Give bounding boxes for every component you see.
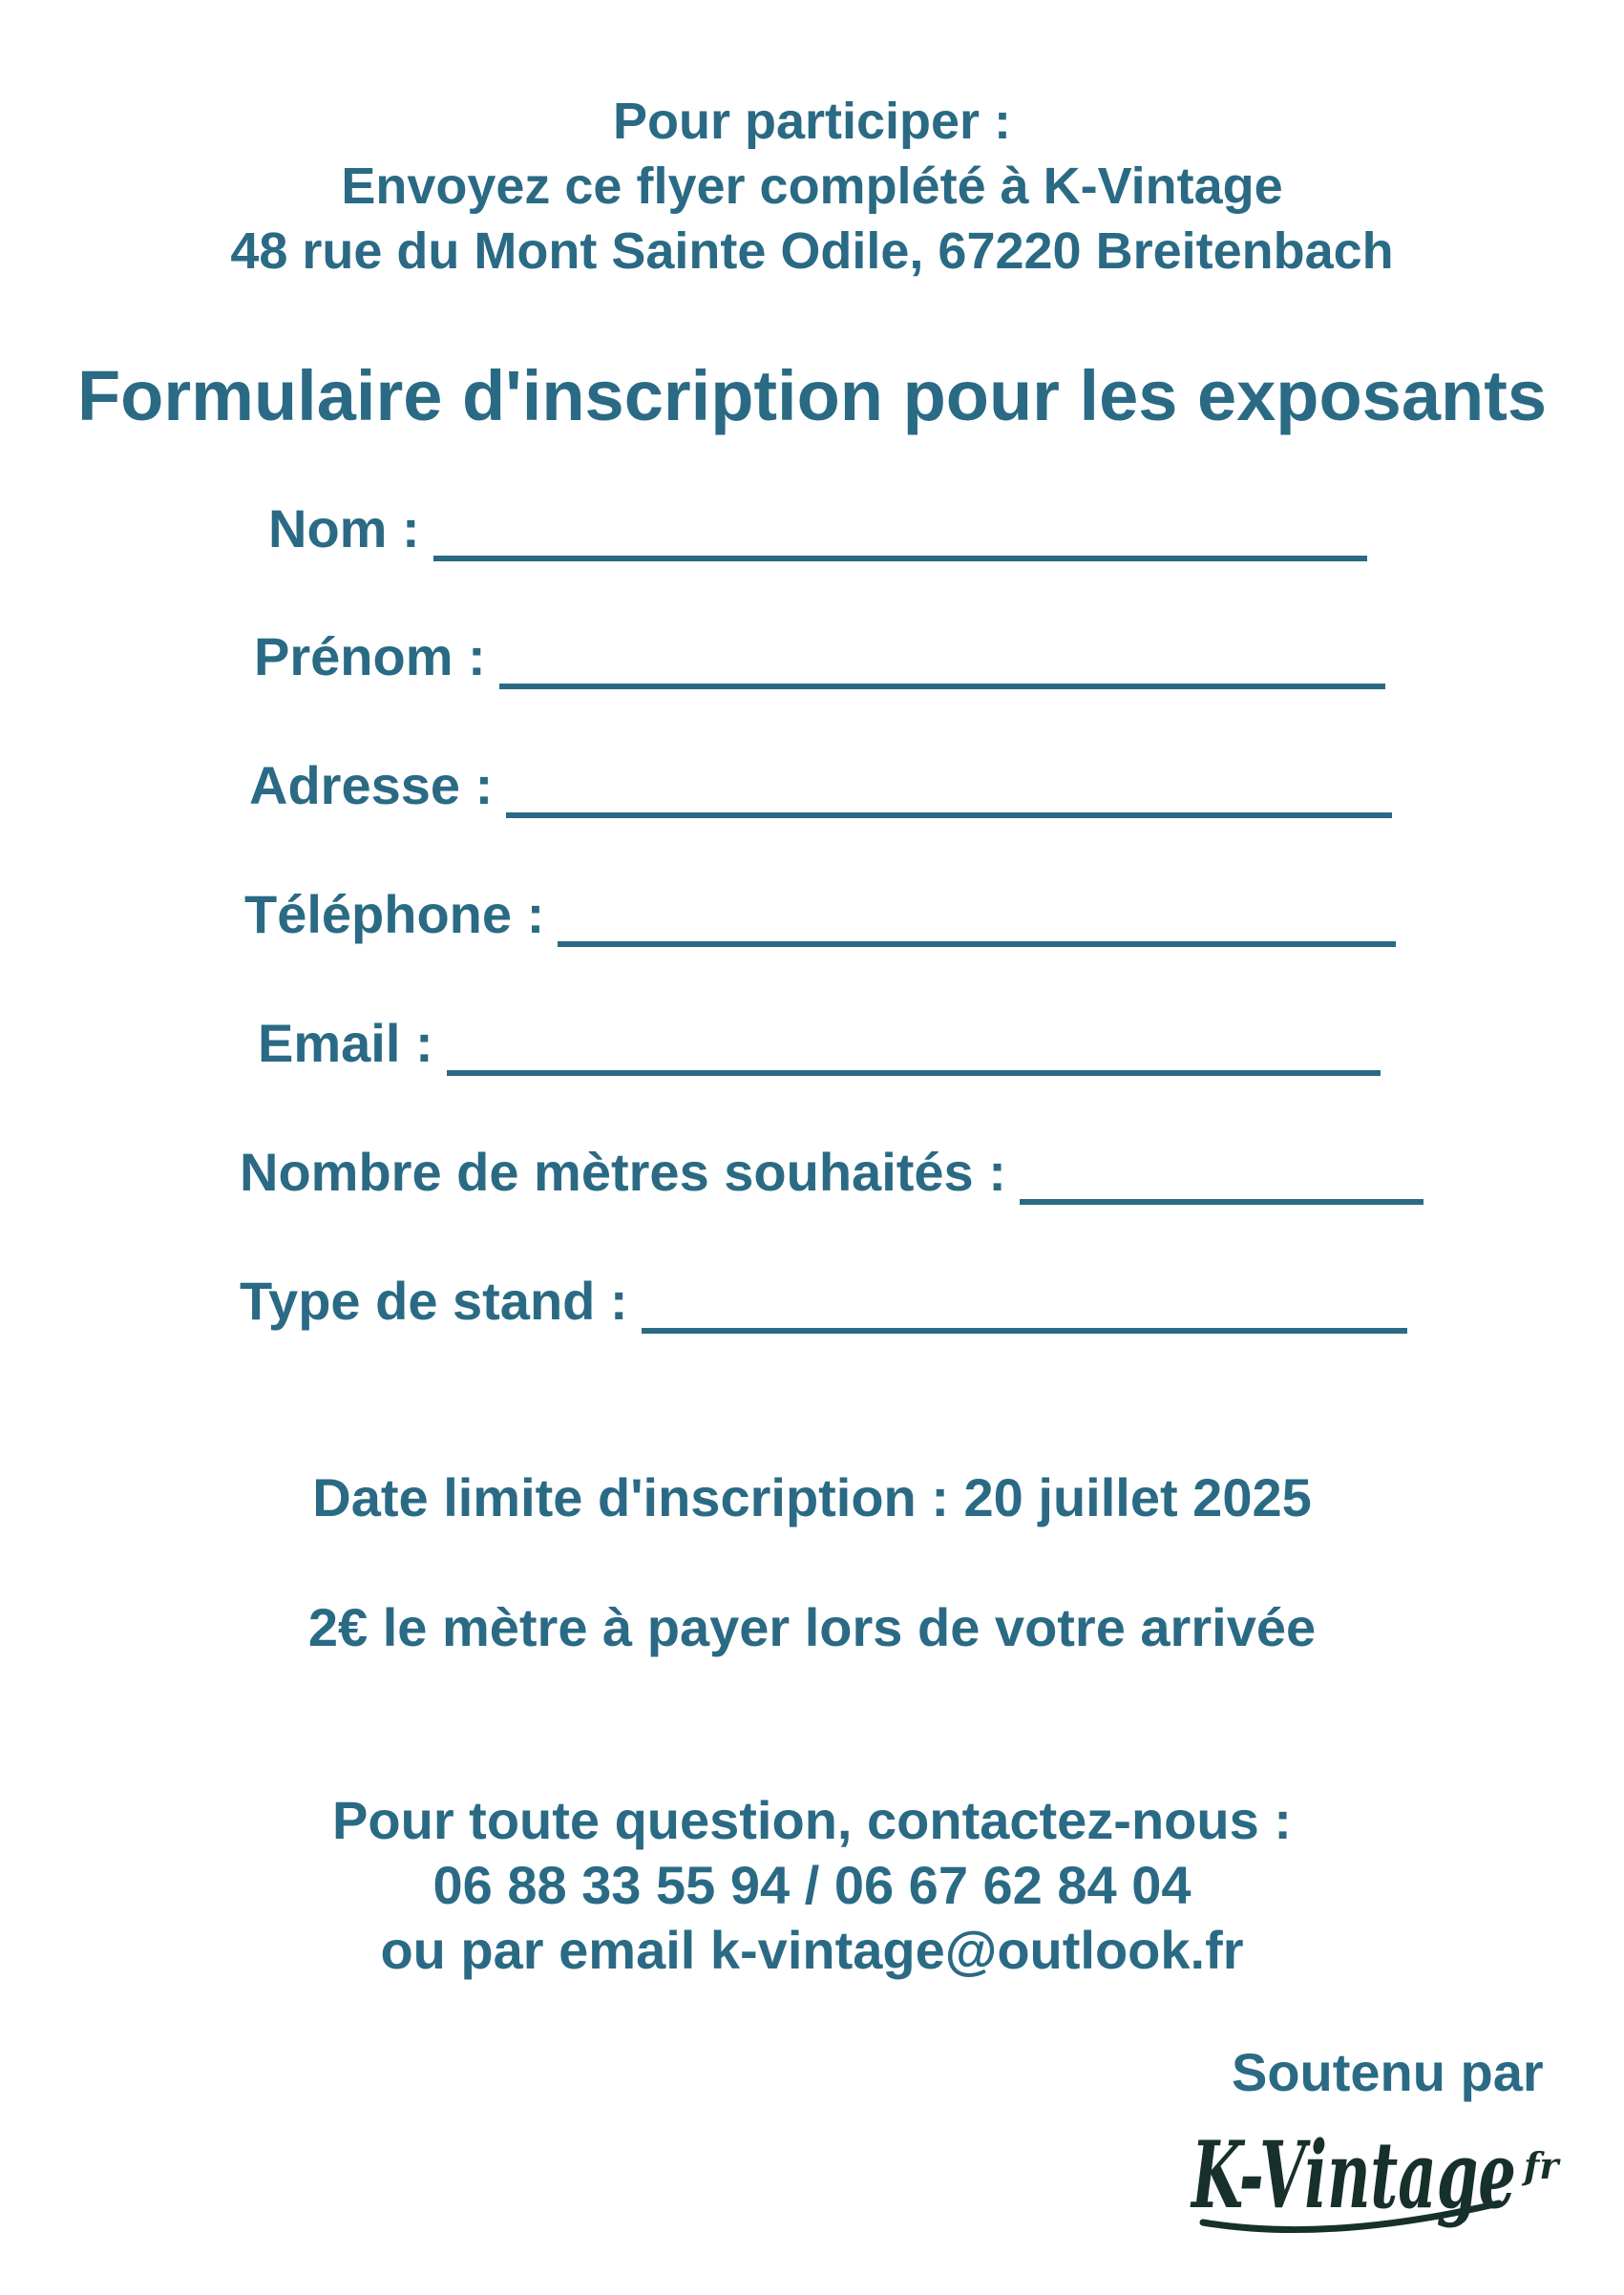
field-telephone[interactable] bbox=[244, 880, 1396, 947]
field-prenom[interactable] bbox=[254, 622, 1385, 689]
field-label: Adresse : bbox=[249, 755, 494, 815]
field-blank-line[interactable] bbox=[506, 812, 1392, 818]
field-email[interactable] bbox=[258, 1009, 1381, 1076]
send-instruction: Envoyez ce flyer complété à K-Vintage bbox=[341, 158, 1283, 215]
postal-address: 48 rue du Mont Sainte Odile, 67220 Breitenbach bbox=[230, 222, 1394, 280]
price-text: 2€ le mètre à payer lors de votre arrivée bbox=[307, 1597, 1317, 1657]
field-adresse[interactable] bbox=[249, 751, 1392, 818]
logo-suffix: fr bbox=[1524, 2144, 1559, 2187]
field-label: Email : bbox=[258, 1013, 433, 1073]
field-label: Téléphone : bbox=[244, 884, 545, 944]
field-nom[interactable] bbox=[268, 495, 1367, 561]
field-blank-line[interactable] bbox=[558, 941, 1396, 947]
contact-phones: 06 88 33 55 94 / 06 67 62 84 04 bbox=[432, 1855, 1192, 1915]
field-blank-line[interactable] bbox=[1020, 1199, 1424, 1205]
field-blank-line[interactable] bbox=[433, 556, 1367, 561]
field-type-stand[interactable] bbox=[240, 1267, 1407, 1334]
participate-heading: Pour participer : bbox=[612, 93, 1012, 150]
field-blank-line[interactable] bbox=[642, 1328, 1407, 1334]
sponsor-label: Soutenu par bbox=[1232, 2042, 1544, 2102]
field-blank-line[interactable] bbox=[447, 1070, 1381, 1076]
field-label: Nombre de mètres souhaités : bbox=[240, 1142, 1006, 1202]
deadline-text: Date limite d'inscription : 20 juillet 2025 bbox=[312, 1467, 1312, 1527]
field-blank-line[interactable] bbox=[499, 684, 1385, 689]
form-title: Formulaire d'inscription pour les exposants bbox=[76, 356, 1547, 435]
k-vintage-logo bbox=[1184, 2100, 1575, 2243]
field-label: Nom : bbox=[268, 498, 420, 558]
field-label: Prénom : bbox=[254, 626, 486, 686]
contact-heading: Pour toute question, contactez-nous : bbox=[332, 1790, 1292, 1850]
contact-email: ou par email k-vintage@outlook.fr bbox=[380, 1920, 1244, 1980]
field-metres[interactable] bbox=[240, 1138, 1424, 1205]
field-label: Type de stand : bbox=[240, 1271, 628, 1331]
logo-wordmark: K-Vintage bbox=[1190, 2121, 1516, 2229]
